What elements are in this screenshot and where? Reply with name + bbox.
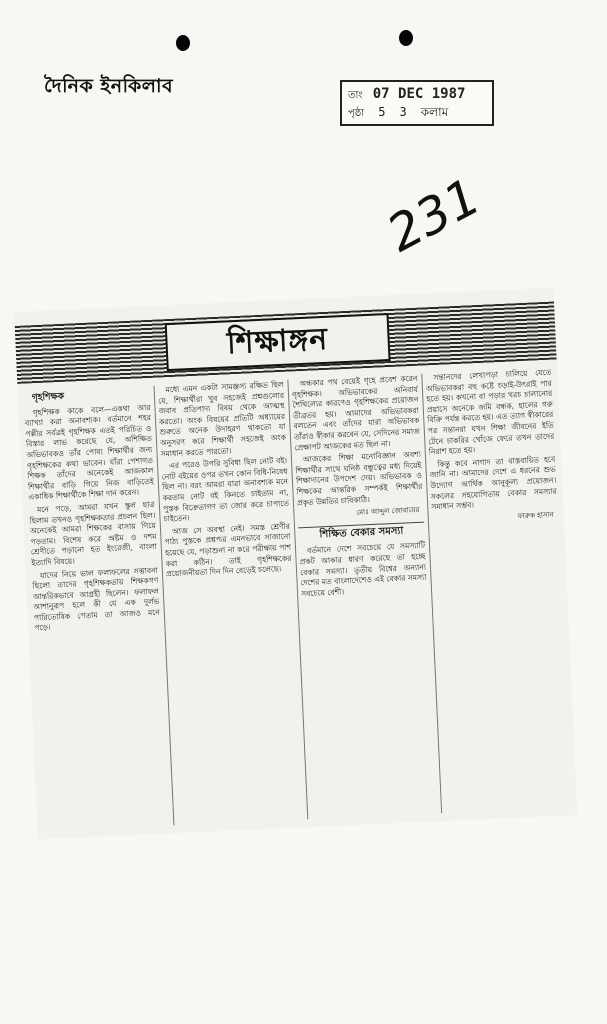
article-paragraph: বর্তমানে দেশে সবচেয়ে যে সমস্যাটি প্রকট আকার ধারণ করেছে তা হচ্ছে বেকার সমস্যা। তৃতীয় বিশ্বের অন্যান্য দেশের মত বাংলাদেশেও এই বেকার সমস্যা সবচেয়ে বেশী। [299, 540, 427, 598]
stamp-page-label: পৃষ্ঠা [348, 108, 365, 119]
article-paragraph: যাদের নিয়ে ভাল ফলাফলের সম্ভাবনা ছিলো তাদের গৃহশিক্ষকতায় শিক্ষকগণ আন্তরিকভাবে আগ্রহী ছিলেন। ফলাফল আশানুরূপ হলে কী যে এক দুর্লভ পারিতোষিক পেতাম তা আজও মনে পড়ে। [32, 565, 160, 633]
article-heading-tutor: গৃহশিক্ষক [31, 391, 65, 404]
stamp-date: 07 DEC 1987 [372, 86, 466, 102]
article-paragraph: গৃহশিক্ষক কাকে বলে—একথা আর ব্যাখ্যা করা অনাবশ্যক। বর্তমানে শহর পল্লীর সর্বত্রই গৃহশিক্ষক এতই পরিচিত ও বিস্তার লাভ করেছে যে, অশিক্ষিত অভিভাবকও তাঁর পোষ্য শিক্ষার্থীর জন্য গৃহশিক্ষকের কথা ভাবেন। যাঁরা পেশাগত শিক্ষক তাঁদের অনেকেই আজকাল শিক্ষার্থীর বাড়ি গিয়ে নিজ বাড়িতেই একাধিক শিক্ষার্থীকে শিক্ষা দান করেন। [24, 402, 155, 502]
newspaper-name: দৈনিক ইনকিলাব [44, 75, 174, 97]
article-paragraph: সন্তানদের লেখাপড়া চালিয়ে যেতে অভিভাবকরা বহু কষ্টে চড়াই-উৎরাই পার হতে হয়। কখনো বা পড়ার খরচ চালানোর প্রয়াসে অনেকে জমি বন্ধক, হালের গরু বিক্রি পর্যন্ত করতে হয়। এত ত্যাগ স্বীকারের পর সন্তানরা যখন শিক্ষা জীবনের ইতি টেনে চাকরির খোঁজে ফেরে তখন তাদের নিরাশ হতে হয়। [425, 367, 555, 457]
handwritten-number: 231 [378, 167, 490, 264]
article-byline: মোঃ আব্দুল জোবায়ের [356, 505, 420, 517]
article-column-4 [425, 368, 571, 813]
article-paragraph: কিন্তু কবে নাগাদ তা বাস্তবায়িত হবে জানি না। আমাদের দেশে এ ধরনের শুভ উদ্যোগ আর্থিক আনুকূল্য প্রয়োজন। সকলের সহযোগিতায় বেকার সমস্যার সমাধান সম্ভব। [429, 454, 557, 512]
article-clipping [14, 288, 577, 840]
section-title: শিক্ষাঙ্গন [165, 313, 391, 371]
article-column-3 [291, 374, 437, 819]
punch-hole-left [176, 35, 190, 51]
article-paragraph: অন্ধকার পথ বেয়েই গৃহে প্রবেশ করেন গৃহশিক্ষক। অভিভাবকের অনিবার্য শৈথিল্যের কারণেও গৃহশিক্ষকের প্রয়োজন তীব্রতর হয়। আমাদের অভিভাবকরা বলতেন এবং তাঁদের যারা অভিভাবক তাঁরাও স্বীকার করবেন যে, সেদিনের সমাজ প্রেক্ষাপট আজকের মত ছিল না। [291, 373, 421, 452]
punch-hole-right [399, 30, 413, 46]
article-paragraph: এর পরেও উপরি সুবিধা ছিল নোট বই। নোট বইয়ের ওপর তখন কোন বিধি-নিষেধ ছিল না। বরং আমরা যারা অনাবশ্যক মনে করতাম নোট বই কিনতে চাইতাম না, পুস্তক বিক্রেতাগণ তা জোর করে চাপাতে চাইতেন। [161, 455, 290, 524]
date-page-stamp [340, 80, 494, 126]
article-paragraph: মনে পড়ে, আমরা যখন স্কুল ছাত্র ছিলাম তখনও গৃহশিক্ষকতার প্রচলন ছিল। অনেকেই আমরা শিক্ষকের বাসায় গিয়ে পড়তাম। বিশেষ করে অষ্টম ও দশম শ্রেণীতে পড়ানো হত ইংরেজী, বাংলা ইত্যাদি বিষয়ে। [29, 499, 157, 568]
article-heading-unemployment: শিক্ষিত বেকার সমস্যা [298, 521, 425, 541]
article-column-1 [24, 386, 170, 831]
article-paragraph: আজ সে অবস্থা নেই। সমস্ত শ্রেণীর পাঠ্য পুস্তকে প্রশ্নপত্র এমনভাবে সাজানো হয়েছে যে, পড়াশুনা না করে পরীক্ষায় পাশ করা কঠিন। তাই গৃহশিক্ষকের প্রয়োজনীয়তা দিন দিন বেড়েই চলেছে। [164, 521, 292, 579]
stamp-column-label: কলাম [420, 105, 449, 119]
article-column-2 [157, 380, 303, 825]
stamp-page: 5 [378, 105, 386, 119]
stamp-date-prefix: তাং [348, 90, 363, 101]
article-paragraph: আজকের শিক্ষা মনোবিজ্ঞান অবশ্য শিক্ষার্থীর সাথে ঘনিষ্ঠ বন্ধুত্বের মধ্য দিয়েই শিক্ষাদানের উপদেশ দেয়। অভিভাবক ও শিক্ষকের আন্তরিক সম্পর্কই শিক্ষার্থীর প্রকৃত উন্নতির চাবিকাঠি। [295, 449, 423, 507]
stamp-column: 3 [399, 105, 407, 119]
article-columns [24, 368, 571, 831]
article-paragraph: মধ্যে এমন একটা সামঞ্জস্য রক্ষিত ছিল যে, শিক্ষার্থীরা খুব সহজেই প্রশ্নগুলোর জবাব প্রতিপাদ্য বিষয় থেকে আত্মস্থ করতো। অংক বিষয়ের প্রতিটি অধ্যায়ের শুরুতে অনেক উদাহরণ থাকতো যা অনুসরণ করে শিক্ষার্থী সহজেই অংক সমাধান করতে পারতো। [157, 379, 287, 459]
article-byline: ফারুক হাসান [517, 510, 554, 521]
